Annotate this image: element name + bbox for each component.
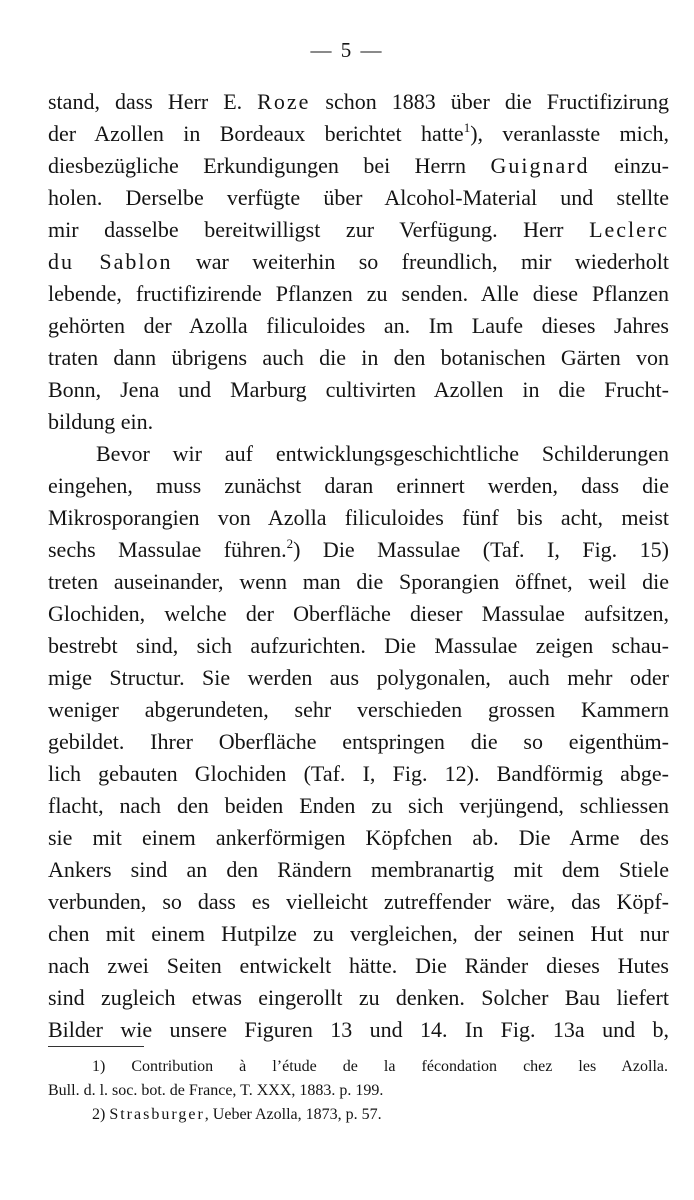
body-line	[48, 984, 669, 1012]
text-run: sechs Massulae führen.	[48, 537, 287, 562]
text-run: weniger abgerundeten, sehr verschieden grossen Kammern	[48, 697, 669, 722]
text-run: sind zugleich etwas eingerollt zu denken. Solcher Bau liefert	[48, 985, 669, 1010]
text-run: ) Die Massulae (Taf. I, Fig. 15)	[293, 537, 669, 562]
text-run: nach zwei Seiten entwickelt hätte. Die Ränder dieses Hutes	[48, 953, 669, 978]
body-line	[48, 888, 669, 916]
body-line	[48, 504, 669, 532]
text-run: Bevor wir auf entwicklungsgeschichtliche Schilderungen	[96, 441, 669, 466]
text-run: gehörten der Azolla filiculoides an. Im Laufe dieses Jahres	[48, 313, 669, 338]
text-run: diesbezügliche Erkundigungen bei Herrn	[48, 153, 491, 178]
body-line	[48, 792, 669, 820]
text-run: der Azollen in Bordeaux berichtet hatte	[48, 121, 464, 146]
text-run: einzu-	[589, 153, 670, 178]
body-line	[48, 376, 669, 404]
body-line	[48, 600, 669, 628]
spaced-name: Roze	[257, 89, 311, 114]
spaced-name: Guignard	[490, 153, 590, 178]
body-line	[48, 696, 669, 724]
text-run: Mikrosporangien von Azolla filiculoides fünf bis acht, meist	[48, 505, 669, 530]
footnote-line	[48, 1081, 668, 1101]
body-line	[48, 248, 669, 276]
footnote-marker: 1	[463, 120, 471, 135]
text-run: ), veranlasste mich,	[470, 121, 669, 146]
body-line	[48, 952, 669, 980]
text-run: schon 1883 über die Fructifizirung	[310, 89, 669, 114]
body-line	[48, 1016, 669, 1044]
text-run: Bonn, Jena und Marburg cultivirten Azollen in die Frucht-	[48, 377, 669, 402]
body-line	[48, 632, 669, 660]
text-run: gebildet. Ihrer Oberfläche entspringen die so eigenthüm-	[48, 729, 669, 754]
body-line	[48, 408, 669, 436]
text-run: 2)	[92, 1106, 110, 1123]
body-line	[48, 184, 669, 212]
text-run: mir dasselbe bereitwilligst zur Verfügung. Herr	[48, 217, 590, 242]
text-run: traten dann übrigens auch die in den botanischen Gärten von	[48, 345, 669, 370]
text-run: Bilder wie unsere Figuren 13 und 14. In Fig. 13a und b,	[48, 1017, 669, 1042]
text-run: Ankers sind an den Rändern membranartig mit dem Stiele	[48, 857, 669, 882]
text-run: flacht, nach den beiden Enden zu sich verjüngend, schliessen	[48, 793, 669, 818]
text-run: , Ueber Azolla, 1873, p. 57.	[204, 1106, 382, 1123]
spaced-name: Strasburger	[109, 1106, 205, 1123]
text-run: Bull. d. l. soc. bot. de France, T. XXX, 1883. p. 199.	[48, 1082, 384, 1099]
page-number-header: — 5 —	[310, 38, 384, 62]
spaced-name: Leclerc	[589, 217, 669, 242]
text-run: eingehen, muss zunächst daran erinnert werden, dass die	[48, 473, 669, 498]
text-run: treten auseinander, wenn man die Sporangien öffnet, weil die	[48, 569, 669, 594]
body-line	[48, 120, 669, 148]
footnote-line	[92, 1057, 668, 1077]
text-run: war weiterhin so freundlich, mir wiederholt	[172, 249, 669, 274]
text-run: lich gebauten Glochiden (Taf. I, Fig. 12). Bandförmig abge-	[48, 761, 669, 786]
body-line	[96, 440, 669, 468]
body-line	[48, 472, 669, 500]
text-run: verbunden, so dass es vielleicht zutreffender wäre, das Köpf-	[48, 889, 669, 914]
body-line	[48, 344, 669, 372]
footnote-marker: 2	[286, 536, 294, 551]
text-run: stand, dass Herr E.	[48, 89, 258, 114]
body-line	[48, 856, 669, 884]
footnote-line	[92, 1105, 668, 1125]
body-line	[48, 568, 669, 596]
body-line	[48, 216, 669, 244]
spaced-name: du Sablon	[48, 249, 173, 274]
body-line	[48, 88, 669, 116]
text-run: chen mit einem Hutpilze zu vergleichen, der seinen Hut nur	[48, 921, 669, 946]
body-line	[48, 728, 669, 756]
body-line	[48, 760, 669, 788]
body-line	[48, 312, 669, 340]
text-run: lebende, fructifizirende Pflanzen zu senden. Alle diese Pflanzen	[48, 281, 669, 306]
text-run: holen. Derselbe verfügte über Alcohol-Material und stellte	[48, 185, 669, 210]
text-run: sie mit einem ankerförmigen Köpfchen ab. Die Arme des	[48, 825, 669, 850]
text-run: 1) Contribution à l’étude de la fécondation chez les Azolla.	[92, 1058, 668, 1075]
text-run: Glochiden, welche der Oberfläche dieser Massulae aufsitzen,	[48, 601, 669, 626]
body-line	[48, 280, 669, 308]
text-run: bestrebt sind, sich aufzurichten. Die Massulae zeigen schau-	[48, 633, 669, 658]
text-run: mige Structur. Sie werden aus polygonalen, auch mehr oder	[48, 665, 669, 690]
body-line	[48, 824, 669, 852]
body-line	[48, 920, 669, 948]
text-run: bildung ein.	[48, 409, 154, 434]
body-line	[48, 536, 669, 564]
body-line	[48, 152, 669, 180]
footnote-rule	[48, 1046, 144, 1047]
body-line	[48, 664, 669, 692]
